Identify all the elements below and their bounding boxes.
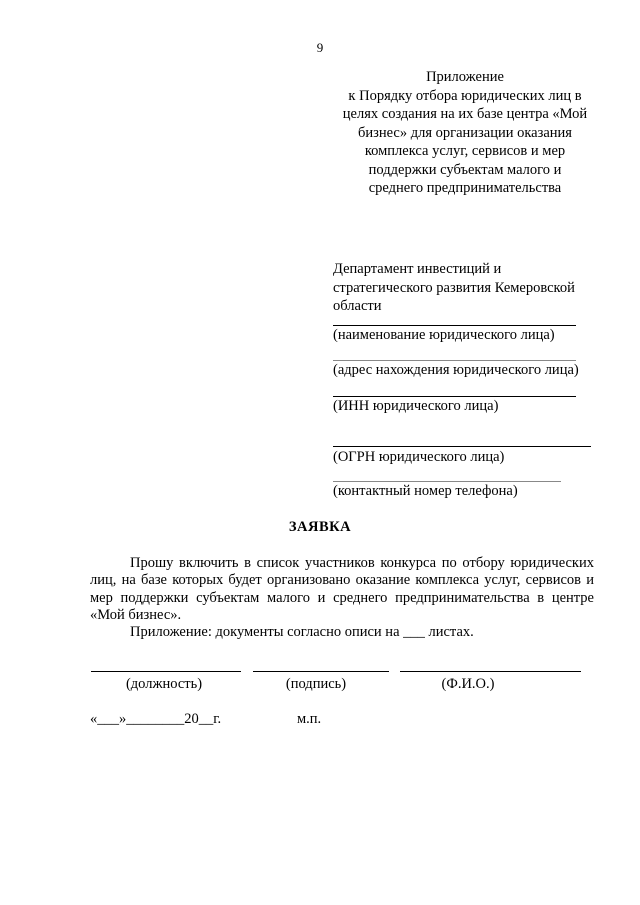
company-inn-caption: (ИНН юридического лица) (333, 398, 499, 414)
position-line (91, 671, 241, 672)
annex-line: к Порядку отбора юридических лиц в (348, 87, 582, 104)
annex-title: Приложение (426, 69, 504, 85)
document-title: ЗАЯВКА (288, 519, 352, 535)
signature-caption: (подпись) (285, 676, 347, 692)
company-name-line (333, 325, 576, 326)
contact-phone-line (333, 481, 561, 482)
date-line: «___»________20__г. (90, 711, 222, 727)
request-paragraph: Прошу включить в список участников конкурса по отбору юридических лиц, на базе которых будет организовано оказание комплекса услуг, сервисов и мер поддержки субъектам малого и среднего предпринимательства в центре «Мой бизнес». (90, 555, 594, 623)
position-caption: (должность) (125, 676, 203, 692)
company-address-caption: (адрес нахождения юридического лица) (333, 362, 579, 378)
signature-line (253, 671, 389, 672)
full-name-line (400, 671, 581, 672)
annex-line: бизнес» для организации оказания (358, 124, 572, 141)
addressee-block (333, 260, 595, 316)
annex-line: целях создания на их базе центра «Мой (342, 106, 588, 122)
addressee-line: стратегического развития Кемеровской (333, 279, 575, 296)
page-number: 9 (316, 40, 324, 55)
company-name-caption: (наименование юридического лица) (333, 327, 555, 343)
annex-line: поддержки субъектам малого и (368, 161, 562, 178)
addressee-line: Департамент инвестиций и (333, 261, 502, 277)
company-ogrn-caption: (ОГРН юридического лица) (333, 449, 505, 465)
full-name-caption: (Ф.И.О.) (441, 676, 495, 692)
company-address-line (333, 360, 576, 361)
stamp-placeholder: м.п. (297, 711, 322, 727)
contact-phone-caption: (контактный номер телефона) (333, 483, 518, 499)
company-inn-line (333, 396, 576, 397)
company-ogrn-line (333, 446, 591, 447)
addressee-line: области (333, 298, 382, 314)
annex-line: среднего предпринимательства (368, 180, 562, 196)
attachment-line: Приложение: документы согласно описи на ___ листах. (130, 624, 474, 640)
annex-line: комплекса услуг, сервисов и мер (364, 143, 566, 159)
annex-block (330, 68, 600, 198)
